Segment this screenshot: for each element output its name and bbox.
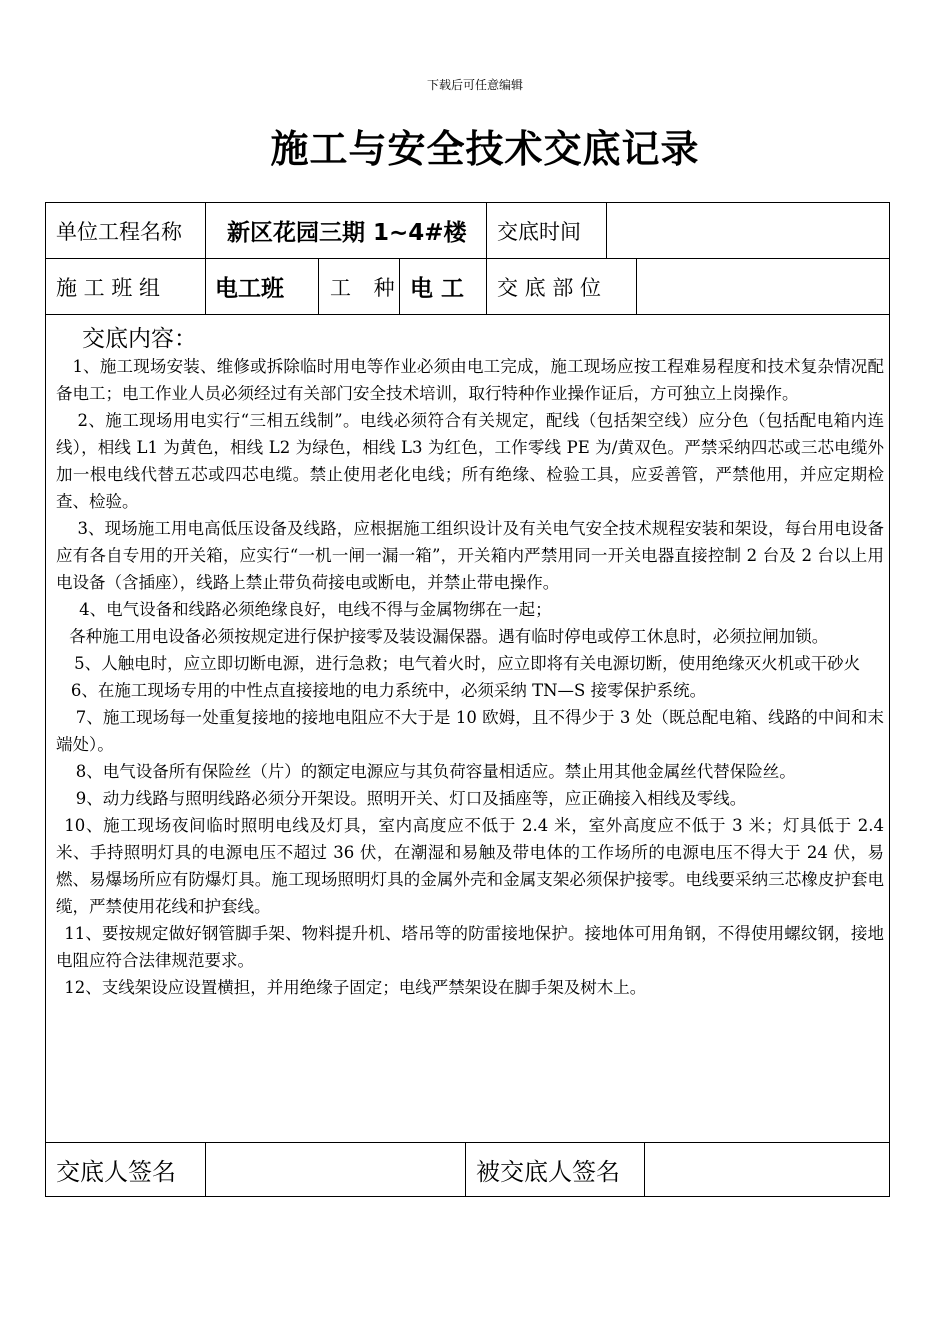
trade-label: 工 种 xyxy=(330,275,403,300)
content-paragraph: 5、人触电时，应立即切断电源，进行急救；电气着火时，应立即将有关电源切断，使用绝缘灭火机或干砂火 xyxy=(74,654,861,673)
divider xyxy=(318,258,319,314)
divider xyxy=(644,1142,645,1196)
divider xyxy=(606,202,607,258)
table-border-right xyxy=(889,202,890,1197)
content-paragraph: 各种施工用电设备必须按规定进行保护接零及装设漏保器。遇有临时停电或停工休息时，必须拉闸加锁。 xyxy=(69,627,829,646)
handover-time-label: 交底时间 xyxy=(497,219,581,244)
content-paragraph: 6、在施工现场专用的中性点直接接地的电力系统中，必须采纳 TN—S 接零保护系统。 xyxy=(70,681,707,700)
handover-signer-label: 交底人签名 xyxy=(56,1158,176,1186)
content-body xyxy=(56,353,884,1001)
content-paragraph: 8、电气设备所有保险丝（片）的额定电源应与其负荷容量相适应。禁止用其他金属丝代替保险丝。 xyxy=(75,762,796,781)
divider xyxy=(205,258,206,314)
recipient-signer-value[interactable] xyxy=(651,1143,883,1196)
project-name-value[interactable]: 新区花园三期 1~4#楼 xyxy=(227,220,467,246)
team-label: 施 工 班 组 xyxy=(56,275,161,300)
divider xyxy=(486,258,487,314)
divider xyxy=(205,202,206,258)
location-label: 交 底 部 位 xyxy=(497,275,602,300)
table-border-bottom xyxy=(45,1196,890,1197)
content-paragraph: 7、施工现场每一处重复接地的接地电阻应不大于是 10 欧姆，且不得少于 3 处（既总配电箱、线路的中间和末端处）。 xyxy=(56,708,884,754)
handover-signer-value[interactable] xyxy=(212,1143,457,1196)
table-border-row2 xyxy=(45,314,890,315)
content-paragraph: 2、施工现场用电实行“三相五线制”。电线必须符合有关规定，配线（包括架空线）应分色（包括配电箱内连线），相线 L1 为黄色，相线 L2 为绿色，相线 L3 为红色，工作零线 PE 为/黄双色。严禁采纳四芯或三芯电缆外加一根电线代替五芯或四芯电缆。禁止使用老化电线；所有绝缘、检验工具，应妥善管，严禁他用，并应定期检查、检验。 xyxy=(56,411,884,511)
divider xyxy=(465,1142,466,1196)
handover-time-value[interactable] xyxy=(612,203,882,258)
divider xyxy=(486,202,487,258)
content-paragraph: 9、动力线路与照明线路必须分开架设。照明开关、灯口及插座等，应正确接入相线及零线。 xyxy=(75,789,747,808)
location-value[interactable] xyxy=(642,259,882,314)
content-paragraph: 11、要按规定做好钢管脚手架、物料提升机、塔吊等的防雷接地保护。接地体可用角钢，不得使用螺纹钢，接地电阻应符合法律规范要求。 xyxy=(56,924,884,970)
document-title: 施工与安全技术交底记录 xyxy=(270,127,700,171)
content-paragraph: 1、施工现场安装、维修或拆除临时用电等作业必须由电工完成，施工现场应按工程难易程度和技术复杂情况配备电工；电工作业人员必须经过有关部门安全技术培训，取行特种作业操作证后，方可独立上岗操作。 xyxy=(56,357,884,403)
team-value[interactable]: 电工班 xyxy=(215,276,284,302)
content-paragraph: 3、现场施工用电高低压设备及线路，应根据施工组织设计及有关电气安全技术规程安装和架设，每台用电设备应有各自专用的开关箱，应实行“一机一闸一漏一箱”，开关箱内严禁用同一开关电器直接控制 2 台及 2 台以上用电设备（含插座），线路上禁止带负荷接电或断电，并禁止带电操作。 xyxy=(56,519,884,592)
content-paragraph: 10、施工现场夜间临时照明电线及灯具，室内高度应不低于 2.4 米，室外高度应不低于 3 米；灯具低于 2.4 米、手持照明灯具的电源电压不超过 36 伏，在潮湿和易触及带电体的工作场所的电源电压不得大于 24 伏，易燃、易爆场所应有防爆灯具。施工现场照明灯具的金属外壳和金属支架必须保护接零。电线要采纳三芯橡皮护套电缆，严禁使用花线和护套线。 xyxy=(56,816,884,916)
trade-value[interactable]: 电 工 xyxy=(410,276,465,302)
recipient-signer-label: 被交底人签名 xyxy=(476,1158,620,1186)
table-border-left xyxy=(45,202,46,1197)
project-name-label: 单位工程名称 xyxy=(56,219,182,244)
divider xyxy=(205,1142,206,1196)
content-paragraph: 12、支线架设应设置横担，并用绝缘子固定；电线严禁架设在脚手架及树木上。 xyxy=(64,978,647,997)
header-note: 下载后可任意编辑 xyxy=(426,78,523,92)
content-paragraph: 4、电气设备和线路必须绝缘良好，电线不得与金属物绑在一起； xyxy=(79,600,552,619)
divider xyxy=(636,258,637,314)
content-heading: 交底内容： xyxy=(82,326,197,352)
